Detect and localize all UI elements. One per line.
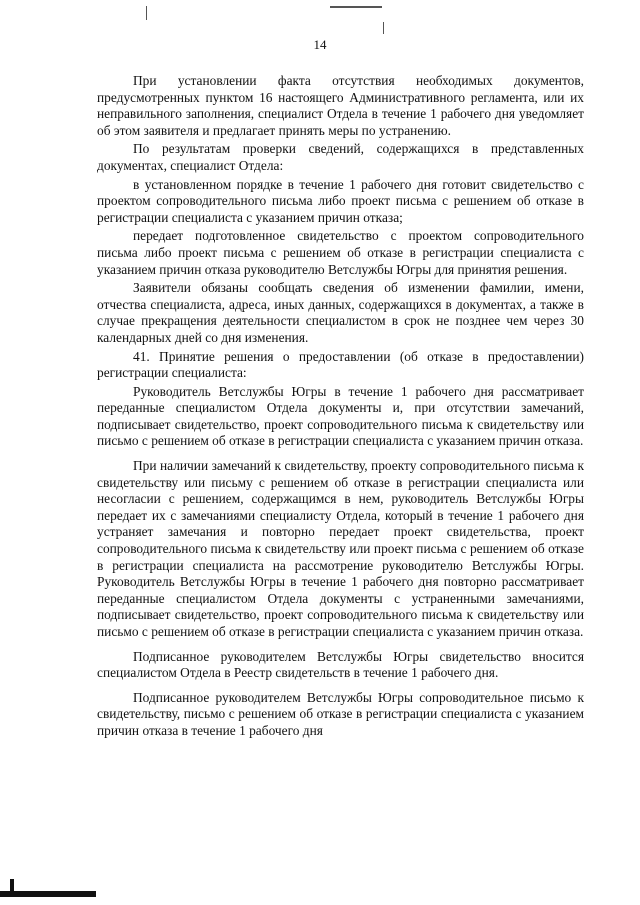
paragraph: в установленном порядке в течение 1 рабочего дня готовит свидетельство с проектом сопроводительного письма либо проект письма с решением об отказе в регистрации специалиста с указанием причин отказа; — [97, 176, 584, 225]
paragraph: Руководитель Ветслужбы Югры в течение 1 рабочего дня рассматривает переданные специалистом Отдела документы и, при отсутствии замечаний, подписывает свидетельство, проект сопроводительного письма к свидетельству или письмо с решением об отказе в регистрации специалиста с указанием причин отказа. — [97, 383, 584, 449]
scan-artifact — [0, 891, 96, 897]
paragraph: По результатам проверки сведений, содержащихся в представленных документах, специалист Отдела: — [97, 141, 584, 173]
paragraph: передает подготовленное свидетельство с проектом сопроводительного письма либо проект письма с решением об отказе в регистрации специалиста с указанием причин отказа руководителю Ветслужбы Югры для принятия решения. — [97, 228, 584, 277]
paragraph: Заявители обязаны сообщать сведения об изменении фамилии, имени, отчества специалиста, адреса, иных данных, содержащихся в документах, а также в случае прекращения деятельности специалистом в срок не позднее чем через 30 календарных дней со дня изменения. — [97, 280, 584, 345]
document-body — [97, 73, 584, 742]
scan-artifact — [330, 6, 382, 8]
paragraph: Подписанное руководителем Ветслужбы Югры сопроводительное письмо к свидетельству, письмо с решением об отказе в регистрации специалиста с указанием причин отказа в течение 1 рабочего дня — [97, 689, 584, 738]
paragraph: При установлении факта отсутствия необходимых документов, предусмотренных пунктом 16 настоящего Административного регламента, или их неправильного заполнения, специалист Отдела в течение 1 рабочего дня уведомляет об этом заявителя и предлагает принять меры по устранению. — [97, 73, 584, 138]
scan-artifact — [146, 6, 147, 20]
paragraph: При наличии замечаний к свидетельству, проекту сопроводительного письма к свидетельству или письму с решением об отказе в регистрации специалиста или несогласии с решением, содержащимся в нем, руководитель Ветслужбы Югры передает их с замечаниями специалисту Отдела, который в течение 1 рабочего дня устраняет замечания и повторно передает проект свидетельства, проект сопроводительного письма к свидетельству или проект письма с решением об отказе в регистрации специалиста на рассмотрение руководителю Ветслужбы Югры. Руководитель Ветслужбы Югры в течение 1 рабочего дня повторно рассматривает переданные специалистом Отдела документы с устраненными замечаниями, подписывает свидетельство, проект сопроводительного письма к свидетельству или письмо с решением об отказе в регистрации специалиста с указанием причин отказа. — [97, 458, 584, 639]
page-number: 14 — [313, 37, 327, 52]
paragraph: 41. Принятие решения о предоставлении (об отказе в предоставлении) регистрации специалиста: — [97, 348, 584, 381]
paragraph: Подписанное руководителем Ветслужбы Югры свидетельство вносится специалистом Отдела в Реестр свидетельств в течение 1 рабочего дня. — [97, 648, 584, 681]
scan-artifact — [383, 22, 384, 34]
